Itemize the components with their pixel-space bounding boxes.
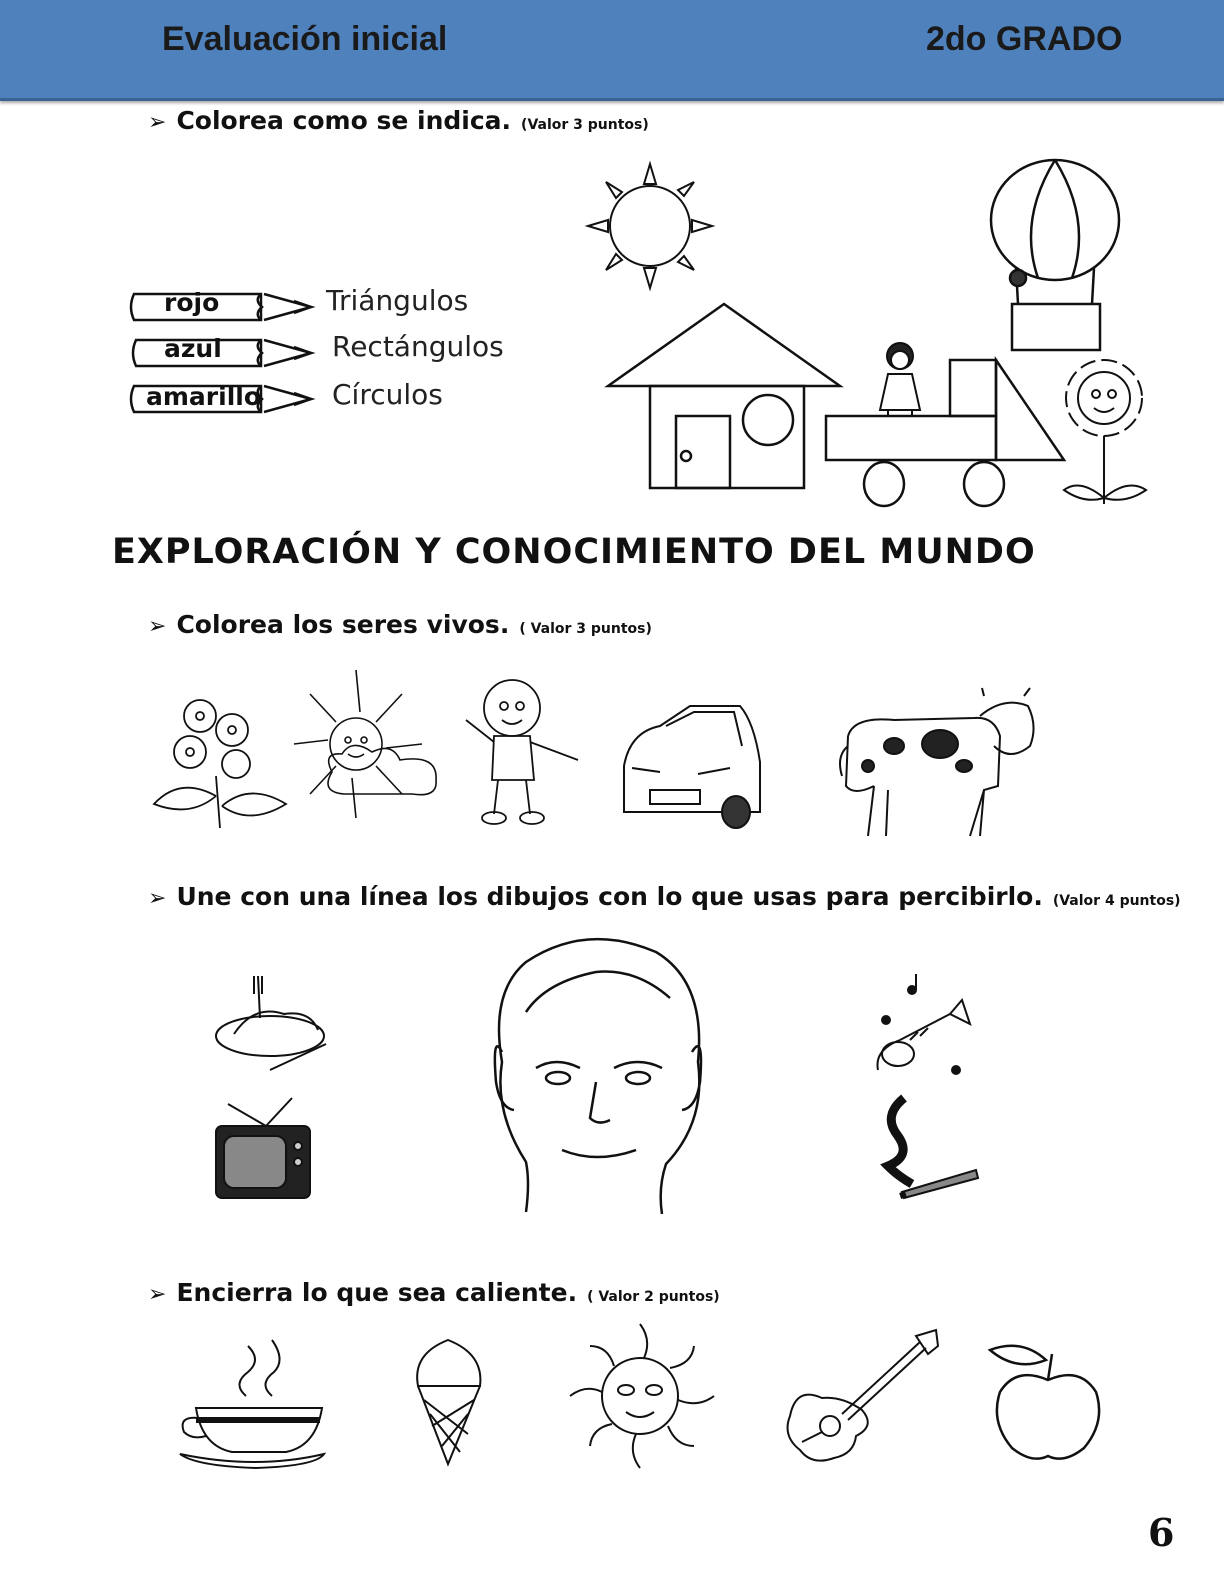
instruction-text: Une con una línea los dibujos con lo que usas para percibirlo. — [176, 882, 1043, 911]
house-shape-icon — [606, 302, 842, 490]
hot-cup-icon — [176, 1336, 326, 1470]
instruction-color — [148, 106, 649, 135]
girl-icon — [866, 340, 936, 420]
ice-cream-icon — [412, 1334, 486, 1466]
legend-color-azul: azul — [164, 334, 222, 363]
sun-shape-icon — [586, 160, 686, 260]
bullet-arrow-icon: ➢ — [148, 1282, 167, 1307]
plant-flower-icon — [150, 686, 288, 830]
legend-shape-triangulos: Triángulos — [326, 284, 469, 317]
instruction-senses — [148, 882, 1181, 911]
legend-color-amarillo: amarillo — [146, 382, 262, 411]
instruction-living-beings — [148, 610, 652, 639]
truck-shape-icon — [824, 340, 1068, 510]
instruction-text: Encierra lo que sea caliente. — [176, 1278, 578, 1307]
food-plate-icon — [214, 974, 332, 1074]
sun-cloud-icon — [292, 668, 442, 836]
sun-face-icon — [568, 1320, 716, 1468]
instruction-text: Colorea los seres vivos. — [176, 610, 510, 639]
balloon-shape-icon — [988, 158, 1122, 354]
instruction-hot — [148, 1278, 720, 1307]
instruction-value: (Valor 3 puntos) — [521, 117, 649, 133]
face-icon — [486, 932, 708, 1216]
cigarette-smoke-icon — [878, 1096, 982, 1200]
instruction-value: ( Valor 2 puntos) — [587, 1289, 720, 1305]
instruction-value: (Valor 4 puntos) — [1052, 893, 1181, 909]
bullet-arrow-icon: ➢ — [148, 110, 167, 135]
header-title: Evaluación inicial — [162, 20, 448, 58]
flower-shape-icon — [1060, 358, 1150, 506]
instruction-text: Colorea como se indica. — [176, 106, 512, 135]
page-number: 6 — [1148, 1510, 1175, 1555]
guitar-icon — [782, 1326, 942, 1466]
trumpet-icon — [870, 980, 974, 1080]
bullet-arrow-icon: ➢ — [148, 614, 167, 639]
instruction-value: ( Valor 3 puntos) — [519, 621, 652, 637]
legend-shape-circulos: Círculos — [332, 378, 443, 411]
television-icon — [212, 1096, 312, 1204]
header-grade: 2do GRADO — [926, 20, 1123, 58]
apple-icon — [986, 1336, 1110, 1466]
legend-shape-rectangulos: Rectángulos — [332, 330, 504, 363]
car-icon — [620, 702, 764, 832]
boy-icon — [464, 676, 582, 828]
cow-icon — [834, 686, 1038, 838]
legend-color-rojo: rojo — [164, 288, 220, 317]
section-title: EXPLORACIÓN Y CONOCIMIENTO DEL MUNDO — [112, 532, 1036, 572]
bullet-arrow-icon: ➢ — [148, 886, 167, 911]
